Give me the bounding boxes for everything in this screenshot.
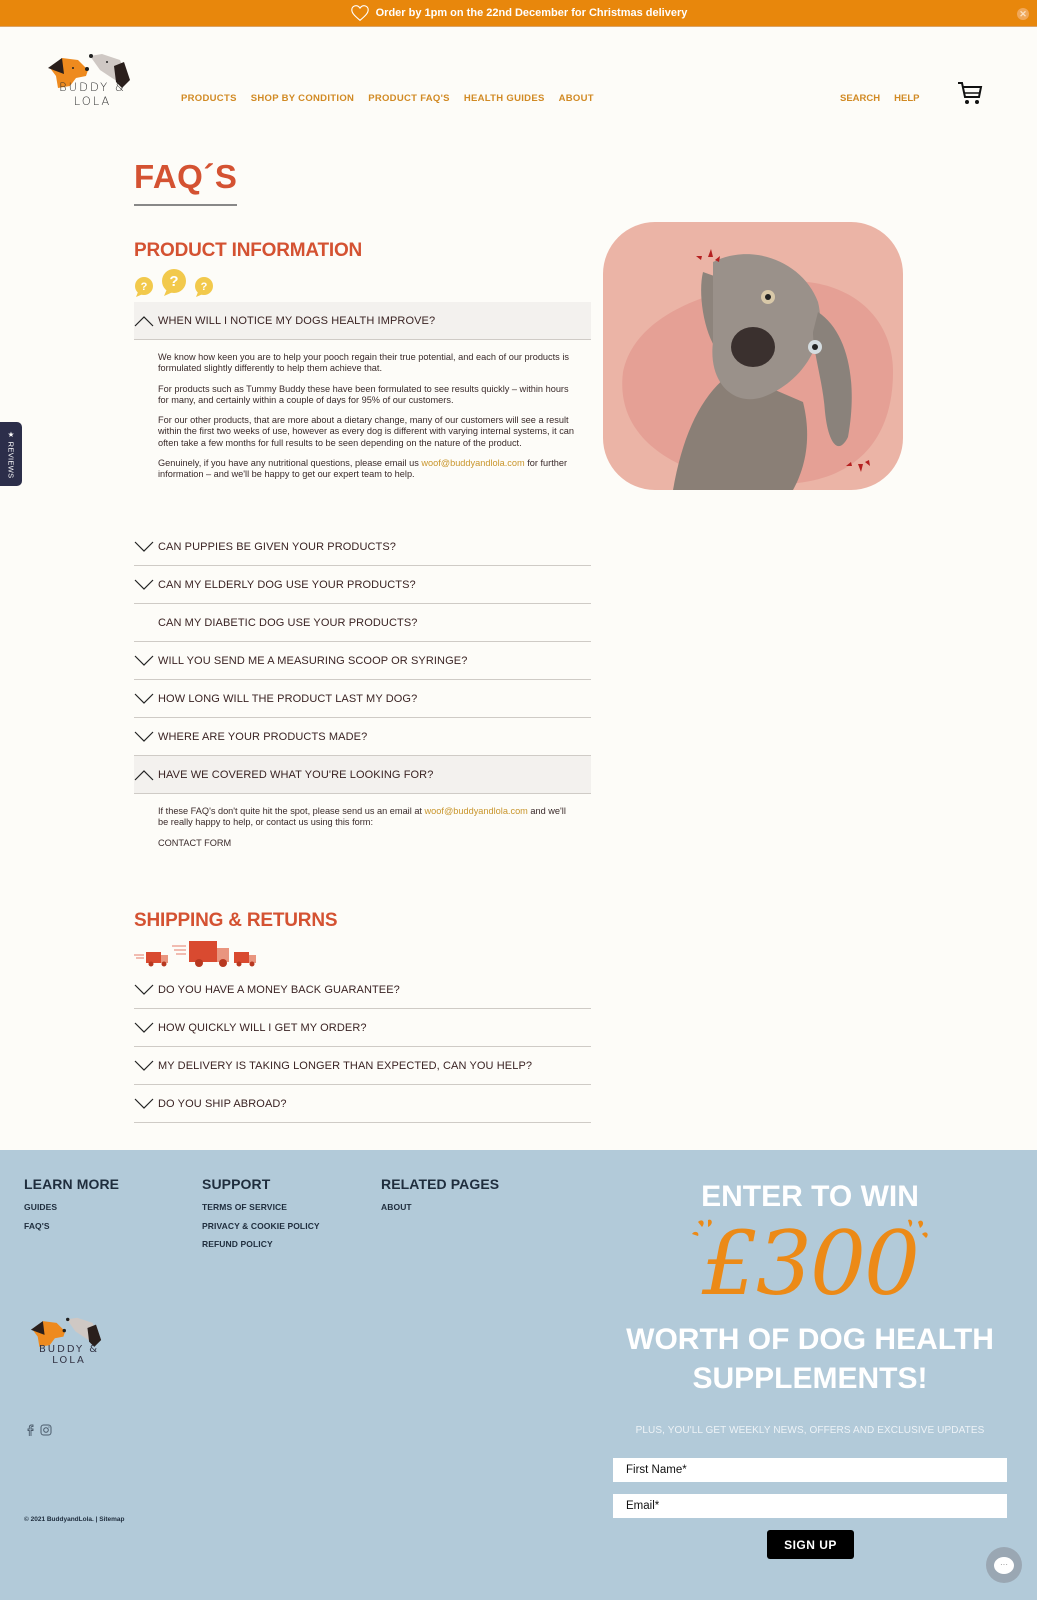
page-title: FAQ´S bbox=[134, 158, 238, 195]
sign-up-button[interactable]: SIGN UP bbox=[767, 1530, 854, 1559]
chevron-down-icon bbox=[134, 655, 154, 667]
chevron-down-icon bbox=[134, 1098, 154, 1110]
faq-question[interactable]: CAN PUPPIES BE GIVEN YOUR PRODUCTS? bbox=[134, 528, 591, 566]
footer-link-about[interactable]: ABOUT bbox=[381, 1202, 412, 1212]
utility-nav bbox=[840, 93, 933, 104]
faq-question[interactable]: HAVE WE COVERED WHAT YOU'RE LOOKING FOR? bbox=[134, 756, 591, 794]
footer-link-privacy[interactable]: PRIVACY & COOKIE POLICY bbox=[202, 1220, 320, 1231]
chevron-down-icon bbox=[134, 693, 154, 705]
svg-text:?: ? bbox=[200, 281, 208, 293]
footer-logo[interactable] bbox=[23, 1316, 115, 1366]
footer-col-learn-more: LEARN MORE GUIDES FAQ'S bbox=[24, 1176, 120, 1231]
footer-link-terms[interactable]: TERMS OF SERVICE bbox=[202, 1202, 288, 1212]
faq-question[interactable]: CAN MY DIABETIC DOG USE YOUR PRODUCTS? bbox=[134, 604, 591, 642]
email-input[interactable] bbox=[613, 1494, 1007, 1518]
close-icon[interactable]: ✕ bbox=[1017, 8, 1029, 20]
chevron-down-icon bbox=[134, 984, 154, 996]
first-name-input[interactable] bbox=[613, 1458, 1007, 1482]
nav-shop-by-condition[interactable]: SHOP BY CONDITION bbox=[250, 93, 355, 104]
promo-subtext: PLUS, YOU'LL GET WEEKLY NEWS, OFFERS AND EXCLUSIVE UPDATES bbox=[635, 1425, 985, 1436]
title-divider bbox=[134, 204, 237, 206]
svg-text:?: ? bbox=[169, 273, 179, 290]
footer-link-guides[interactable]: GUIDES bbox=[24, 1202, 58, 1212]
social-links bbox=[24, 1424, 52, 1436]
logo-text: BUDDY & LOLA bbox=[59, 80, 126, 108]
footer-col-support: SUPPORT TERMS OF SERVICE PRIVACY & COOKIE POLICY REFUND POLICY bbox=[202, 1176, 320, 1249]
footer-link-faqs[interactable]: FAQ'S bbox=[24, 1220, 50, 1231]
chevron-down-icon bbox=[134, 1022, 154, 1034]
chevron-down-icon bbox=[134, 731, 154, 743]
instagram-icon[interactable] bbox=[40, 1424, 52, 1436]
nav-health-guides[interactable]: HEALTH GUIDES bbox=[463, 93, 545, 104]
copyright: © 2021 BuddyandLola. | Sitemap bbox=[24, 1516, 125, 1523]
promo-subheadline: WORTH OF DOG HEALTH SUPPLEMENTS! bbox=[626, 1323, 994, 1395]
main-nav bbox=[181, 93, 608, 104]
email-link[interactable]: woof@buddyandlola.com bbox=[421, 458, 525, 469]
faq-question[interactable]: CAN MY ELDERLY DOG USE YOUR PRODUCTS? bbox=[134, 566, 591, 604]
reviews-tab[interactable]: ★ REVIEWS bbox=[0, 422, 22, 486]
footer bbox=[0, 1150, 1037, 1600]
chevron-up-icon bbox=[134, 769, 154, 781]
chevron-down-icon bbox=[134, 1060, 154, 1072]
chat-icon: ··· bbox=[994, 1557, 1014, 1574]
faq-question[interactable]: DO YOU HAVE A MONEY BACK GUARANTEE? bbox=[134, 971, 591, 1009]
nav-about[interactable]: ABOUT bbox=[558, 93, 594, 104]
promo-headline: ENTER TO WIN bbox=[701, 1180, 919, 1213]
faq-question[interactable]: HOW QUICKLY WILL I GET MY ORDER? bbox=[134, 1009, 591, 1047]
logo-text: BUDDY & LOLA bbox=[38, 1344, 100, 1366]
heart-icon bbox=[350, 4, 370, 22]
nav-search[interactable]: SEARCH bbox=[840, 93, 881, 104]
footer-col-related: RELATED PAGES ABOUT bbox=[381, 1176, 500, 1212]
contact-form-link[interactable]: CONTACT FORM bbox=[158, 837, 232, 848]
nav-products[interactable]: PRODUCTS bbox=[181, 93, 237, 104]
announcement-text: Order by 1pm on the 22nd December for Christmas delivery bbox=[375, 7, 688, 19]
announcement-bar bbox=[0, 0, 1037, 27]
dog-photo bbox=[603, 222, 903, 490]
logo[interactable] bbox=[40, 52, 145, 108]
section-title-shipping-returns: SHIPPING & RETURNS bbox=[134, 910, 338, 931]
email-link[interactable]: woof@buddyandlola.com bbox=[424, 806, 528, 816]
promo-amount: £300 bbox=[702, 1212, 918, 1315]
chevron-down-icon bbox=[134, 541, 154, 553]
section-title-product-information: PRODUCT INFORMATION bbox=[134, 240, 363, 261]
footer-link-refund[interactable]: REFUND POLICY bbox=[202, 1239, 273, 1249]
faq-list-product-information bbox=[134, 302, 591, 859]
cart-icon[interactable] bbox=[957, 80, 983, 106]
delivery-trucks-icon bbox=[134, 938, 268, 968]
faq-question[interactable]: WHEN WILL I NOTICE MY DOGS HEALTH IMPROVE? bbox=[134, 302, 591, 340]
question-bubbles-icon bbox=[134, 268, 216, 298]
faq-question[interactable]: DO YOU SHIP ABROAD? bbox=[134, 1085, 591, 1123]
facebook-icon[interactable] bbox=[24, 1424, 36, 1436]
chat-widget[interactable] bbox=[986, 1547, 1022, 1583]
chevron-up-icon bbox=[134, 315, 154, 327]
faq-question[interactable]: MY DELIVERY IS TAKING LONGER THAN EXPECTED, CAN YOU HELP? bbox=[134, 1047, 591, 1085]
nav-product-faqs[interactable]: PRODUCT FAQ'S bbox=[368, 93, 450, 104]
faq-answer: If these FAQ's don't quite hit the spot, please send us an email at woof@buddyandlola.com and we'll be really happy to help, or contact us using this form: CONTACT FORM bbox=[158, 806, 566, 848]
faq-question[interactable]: WHERE ARE YOUR PRODUCTS MADE? bbox=[134, 718, 591, 756]
chevron-down-icon bbox=[134, 579, 154, 591]
svg-text:?: ? bbox=[140, 281, 148, 293]
faq-list-shipping-returns bbox=[134, 971, 591, 1123]
faq-question[interactable]: HOW LONG WILL THE PRODUCT LAST MY DOG? bbox=[134, 680, 591, 718]
faq-question[interactable]: WILL YOU SEND ME A MEASURING SCOOP OR SYRINGE? bbox=[134, 642, 591, 680]
nav-help[interactable]: HELP bbox=[894, 93, 920, 104]
faq-answer: We know how keen you are to help your pooch regain their true potential, and each of our products is formulated slightly differently to help them achieve that. For products such as Tummy Buddy these have been formulated to see results quickly – within hours for many, and certainly within a couple of days for 95% of our customers. For our other products, that are more about a dietary change, many of our customers will see a result within the first two weeks of use, however as every dog is different with varying internal systems, it can often take a few months for full results to be seen depending on the nature of the product. Genuinely, if you have any nutritional questions, please email us woof@buddyandlola.com for further information – and we'll be happy to get our expert team to help. bbox=[158, 352, 575, 480]
dog-illustration bbox=[603, 222, 903, 490]
